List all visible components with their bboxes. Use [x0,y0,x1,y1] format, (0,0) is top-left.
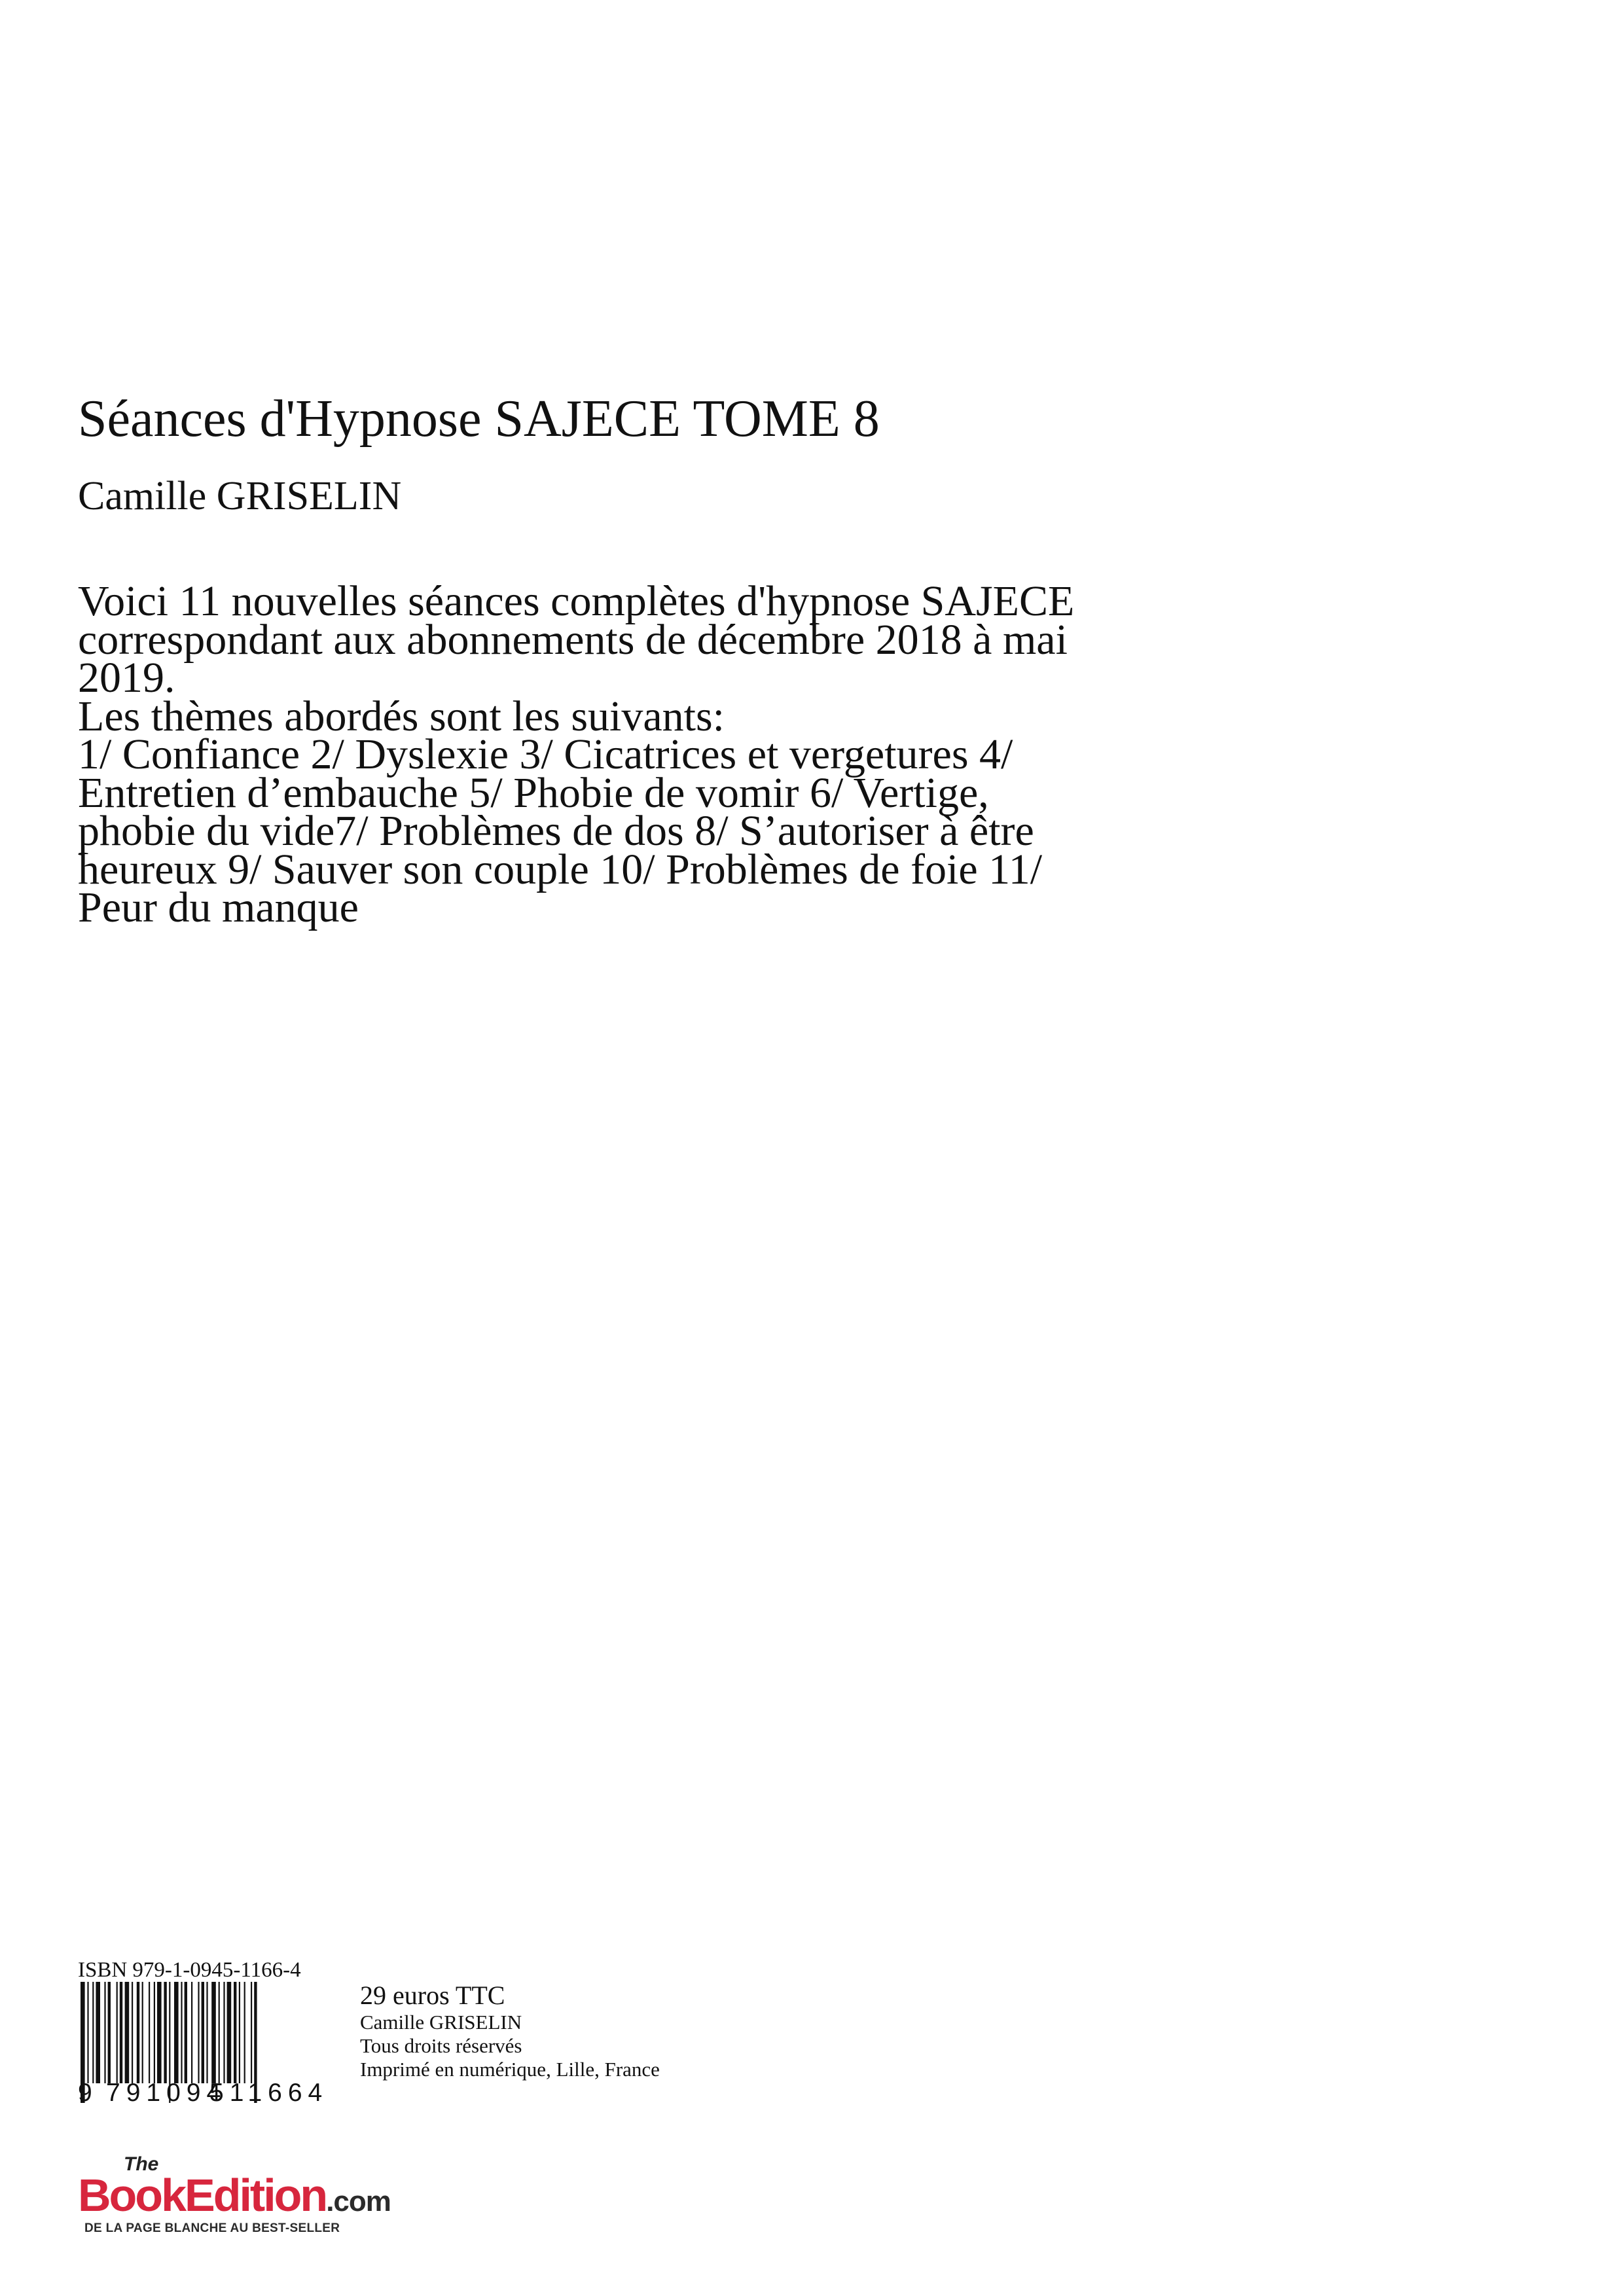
imprint-block [360,2011,660,2081]
blurb-line: phobie du vide7/ Problèmes de dos 8/ S’autoriser à être [78,807,1034,855]
blurb-line: Entretien d’embauche 5/ Phobie de vomir 6/ Vertige, [78,768,989,817]
book-blurb [78,577,1322,931]
logo-brand-tld: .com [326,2185,391,2217]
barcode-digits-left: 791094 [106,2079,227,2107]
logo-wordmark [78,2169,391,2228]
book-author: Camille GRISELIN [78,474,402,518]
barcode-digits-right: 511664 [209,2079,329,2107]
price: 29 euros TTC [360,1981,505,2010]
logo-brand-main: BookEdition [78,2170,327,2221]
logo-the: The [124,2153,159,2175]
blurb-line: Peur du manque [78,884,359,931]
imprint-line: Tous droits réservés [360,2034,522,2057]
blurb-line: Les thèmes abordés sont les suivants: [78,692,725,740]
imprint-line: Imprimé en numérique, Lille, France [360,2058,660,2081]
logo-tagline: DE LA PAGE BLANCHE AU BEST-SELLER [84,2221,340,2235]
blurb-line: 1/ Confiance 2/ Dyslexie 3/ Cicatrices et vergetures 4/ [78,730,1013,778]
blurb-line: Voici 11 nouvelles séances complètes d'hypnose SAJECE [78,577,1075,625]
imprint-line: Camille GRISELIN [360,2011,522,2034]
blurb-line: heureux 9/ Sauver son couple 10/ Problèmes de foie 11/ [78,845,1043,893]
blurb-line: 2019. [78,654,175,702]
book-title: Séances d'Hypnose SAJECE TOME 8 [78,390,880,448]
isbn-label: ISBN 979-1-0945-1166-4 [78,1958,301,1982]
barcode-digit-first: 9 [78,2079,92,2107]
publisher-logo [78,2153,471,2238]
blurb-line: correspondant aux abonnements de décembre 2018 à mai [78,615,1068,664]
